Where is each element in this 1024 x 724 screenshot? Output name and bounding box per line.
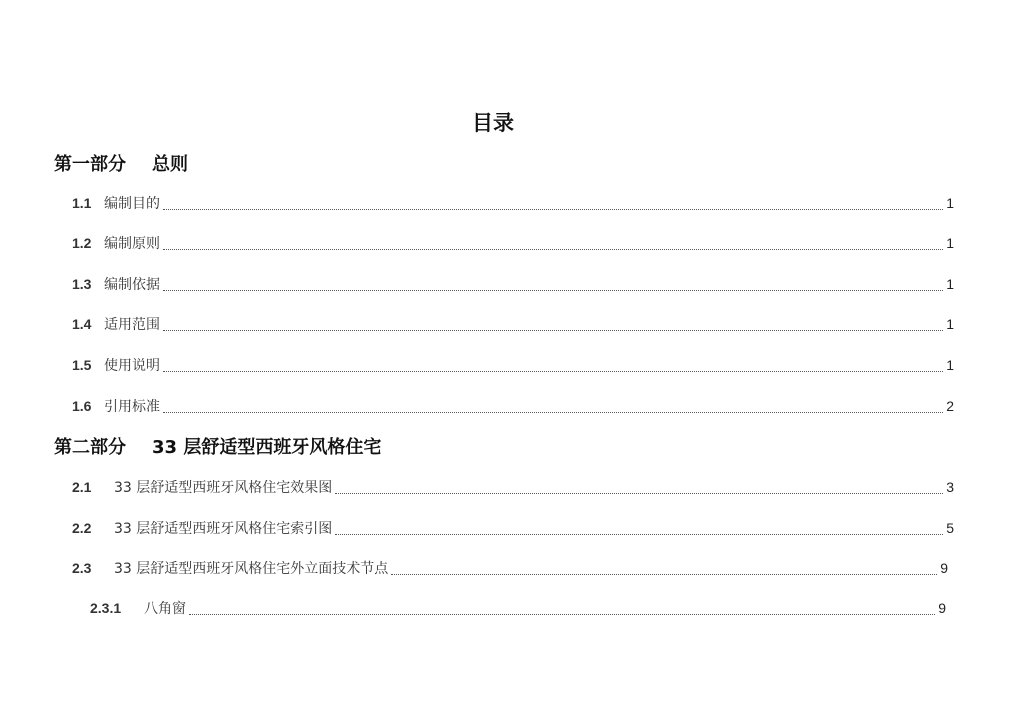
toc-entry-1-3[interactable] — [72, 274, 954, 294]
part-name: 33 层舒适型西班牙风格住宅 — [152, 437, 382, 458]
dot-leader — [189, 600, 935, 615]
entry-label: 八角窗 — [144, 601, 186, 617]
dot-leader — [163, 398, 943, 413]
entry-label: 33 层舒适型西班牙风格住宅外立面技术节点 — [114, 561, 389, 577]
toc-title: 目录 — [472, 111, 514, 135]
part-label: 第一部分 — [54, 154, 126, 175]
entry-number: 1.4 — [72, 316, 92, 332]
dot-leader — [163, 276, 943, 291]
entry-page-number: 1 — [946, 276, 954, 292]
entry-page-number: 1 — [946, 316, 954, 332]
entry-number: 1.5 — [72, 357, 92, 373]
entry-number: 1.2 — [72, 235, 92, 251]
entry-page-number: 5 — [946, 520, 954, 536]
dot-leader — [163, 316, 943, 331]
part-heading-2 — [54, 433, 381, 459]
dot-leader — [163, 195, 943, 210]
toc-entry-1-4[interactable] — [72, 314, 954, 334]
entry-label: 33 层舒适型西班牙风格住宅索引图 — [114, 521, 333, 537]
entry-number: 1.1 — [72, 195, 92, 211]
entry-page-number: 2 — [946, 398, 954, 414]
toc-entry-1-5[interactable] — [72, 355, 954, 375]
toc-entry-2-3-1[interactable] — [90, 598, 946, 618]
entry-label: 编制依据 — [104, 277, 160, 293]
dot-leader — [163, 357, 943, 372]
toc-entry-1-6[interactable] — [72, 396, 954, 416]
dot-leader — [391, 560, 937, 575]
entry-number: 1.3 — [72, 276, 92, 292]
toc-entry-2-3[interactable] — [72, 558, 948, 578]
entry-label: 使用说明 — [104, 358, 160, 374]
entry-number: 2.3 — [72, 560, 92, 576]
entry-page-number: 1 — [946, 195, 954, 211]
entry-label: 编制目的 — [104, 196, 160, 212]
toc-entry-1-2[interactable] — [72, 233, 954, 253]
entry-page-number: 1 — [946, 235, 954, 251]
dot-leader — [163, 235, 943, 250]
entry-number: 2.3.1 — [90, 600, 122, 616]
entry-number: 2.2 — [72, 520, 92, 536]
entry-number: 1.6 — [72, 398, 92, 414]
entry-label: 编制原则 — [104, 236, 160, 252]
part-heading-1 — [54, 150, 188, 176]
entry-page-number: 9 — [940, 560, 948, 576]
part-label: 第二部分 — [54, 437, 126, 458]
part-name: 总则 — [152, 154, 188, 175]
entry-label: 33 层舒适型西班牙风格住宅效果图 — [114, 480, 333, 496]
toc-entry-2-2[interactable] — [72, 518, 954, 538]
toc-entry-1-1[interactable] — [72, 193, 954, 213]
dot-leader — [335, 479, 943, 494]
entry-page-number: 3 — [946, 479, 954, 495]
entry-label: 引用标准 — [104, 399, 160, 415]
entry-page-number: 9 — [938, 600, 946, 616]
toc-entry-2-1[interactable] — [72, 477, 954, 497]
entry-label: 适用范围 — [104, 317, 160, 333]
entry-page-number: 1 — [946, 357, 954, 373]
dot-leader — [335, 520, 943, 535]
entry-number: 2.1 — [72, 479, 92, 495]
